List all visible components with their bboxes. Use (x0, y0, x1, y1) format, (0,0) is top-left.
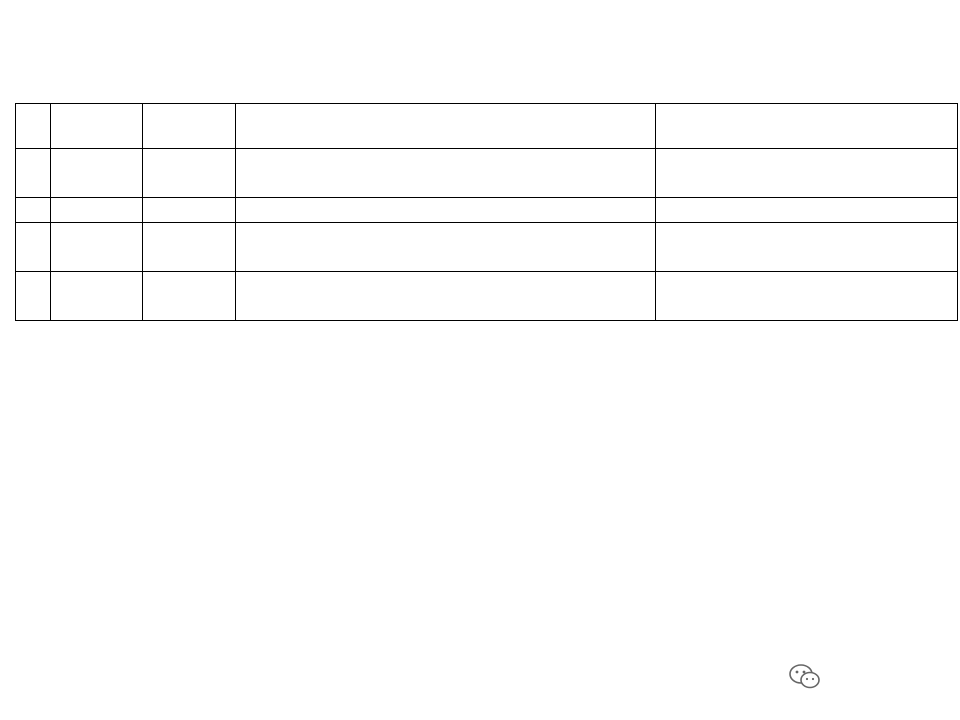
cell-ratio-line (149, 272, 229, 296)
cell-scope-line (662, 296, 951, 320)
cell-ratio (143, 198, 236, 223)
cell-name-line (55, 173, 138, 197)
cell-seq (16, 198, 51, 223)
cell-name-line (55, 149, 138, 173)
cell-scope (656, 198, 958, 223)
watermark (788, 663, 828, 691)
header-method (236, 104, 656, 149)
header-scope (656, 104, 958, 149)
table-row (16, 272, 958, 321)
cell-method-line (242, 198, 649, 222)
table-title (258, 80, 260, 96)
cell-ratio (143, 149, 236, 198)
cell-name-line (55, 198, 138, 222)
cell-name-line (55, 247, 138, 271)
cell-scope-line (662, 223, 951, 247)
cell-name-line (55, 296, 138, 320)
cell-name (51, 272, 143, 321)
cell-ratio-line (149, 223, 229, 247)
cell-seq (16, 223, 51, 272)
cell-name (51, 223, 143, 272)
table-row (16, 198, 958, 223)
cell-scope-line (662, 198, 951, 222)
table-row (16, 149, 958, 198)
cell-name (51, 149, 143, 198)
header-row (16, 104, 958, 149)
cell-method (236, 272, 656, 321)
cell-method (236, 149, 656, 198)
header-name (51, 104, 143, 149)
header-seq (16, 104, 51, 149)
coating-table (15, 103, 958, 321)
cell-method (236, 198, 656, 223)
cell-scope (656, 223, 958, 272)
cell-name (51, 198, 143, 223)
cell-scope-line (662, 149, 951, 173)
cell-ratio (143, 223, 236, 272)
cell-name-line (55, 223, 138, 247)
cell-method-line (242, 149, 649, 173)
cell-ratio-line (149, 247, 229, 271)
cell-ratio-line (149, 296, 229, 320)
cell-name-line (55, 272, 138, 296)
table-body (16, 149, 958, 321)
cell-seq (16, 272, 51, 321)
cell-method-line (242, 223, 649, 247)
header-ratio (143, 104, 236, 149)
cell-scope-line (662, 272, 951, 296)
cell-scope-line (662, 173, 951, 197)
wechat-icon (788, 663, 822, 691)
cell-scope (656, 272, 958, 321)
table-row (16, 223, 958, 272)
cell-seq (16, 149, 51, 198)
cell-method (236, 223, 656, 272)
cell-ratio (143, 272, 236, 321)
cell-scope (656, 149, 958, 198)
cell-method-line (242, 272, 649, 296)
